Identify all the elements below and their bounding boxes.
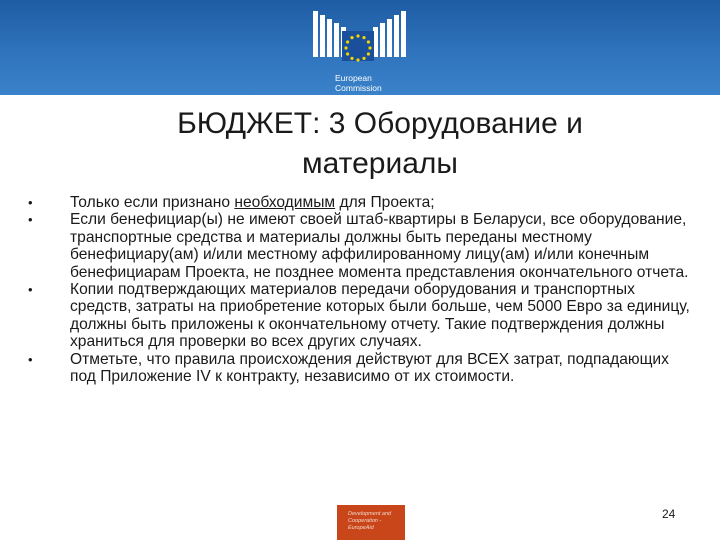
bullet-text: Копии подтверждающих материалов передачи оборудования и транспортных средств, затраты на приобретение которых были больше, чем 5000 Евро за единицу, должны быть приложены к окончательному отчету. Такие подтверждения должны храниться для проверки во всех других случаях. [70, 281, 690, 351]
footer-badge-line: EuropeAid [348, 525, 374, 531]
bullet-item [24, 351, 696, 386]
europeaid-footer-badge [337, 505, 405, 540]
bullet-dot: • [28, 212, 33, 228]
bullet-text-after: для Проекта; [335, 194, 435, 211]
logo-wordmark [335, 73, 407, 93]
header-band [0, 0, 720, 95]
bullet-text-underlined: необходимым [234, 194, 336, 211]
page-number: 24 [662, 507, 676, 521]
bullet-text-before: Только если признано [70, 194, 235, 211]
european-commission-logo [307, 11, 409, 95]
bullet-item [24, 194, 696, 211]
bullet-text: Отметьте, что правила происхождения действуют для ВСЕХ затрат, подпадающих под Приложение IV к контракту, независимо от их стоимости. [70, 350, 669, 386]
bullet-dot: • [28, 282, 33, 298]
eu-flag-building-icon [307, 11, 409, 71]
bullet-item [24, 281, 696, 351]
footer-badge-line: Development and [348, 511, 392, 517]
bullet-list [24, 194, 696, 385]
bullet-dot: • [28, 195, 33, 210]
footer-badge-line: Cooperation - [348, 518, 382, 524]
bullet-text: Если бенефициар(ы) не имеют своей штаб-квартиры в Беларуси, все оборудование, транспортные средства и материалы должны быть переданы местному бенефициару(ам) и/или местному аффилированному лицу(ам) и/или конечным бенефициарам Проекта, не позднее момента представления окончательного отчета. [70, 211, 689, 281]
slide-title: БЮДЖЕТ: 3 Оборудование и материалы [177, 107, 583, 180]
logo-line-european: European [335, 73, 372, 83]
logo-line-commission: Commission [335, 83, 382, 93]
bullet-item [24, 211, 696, 281]
bullet-dot: • [28, 351, 33, 367]
